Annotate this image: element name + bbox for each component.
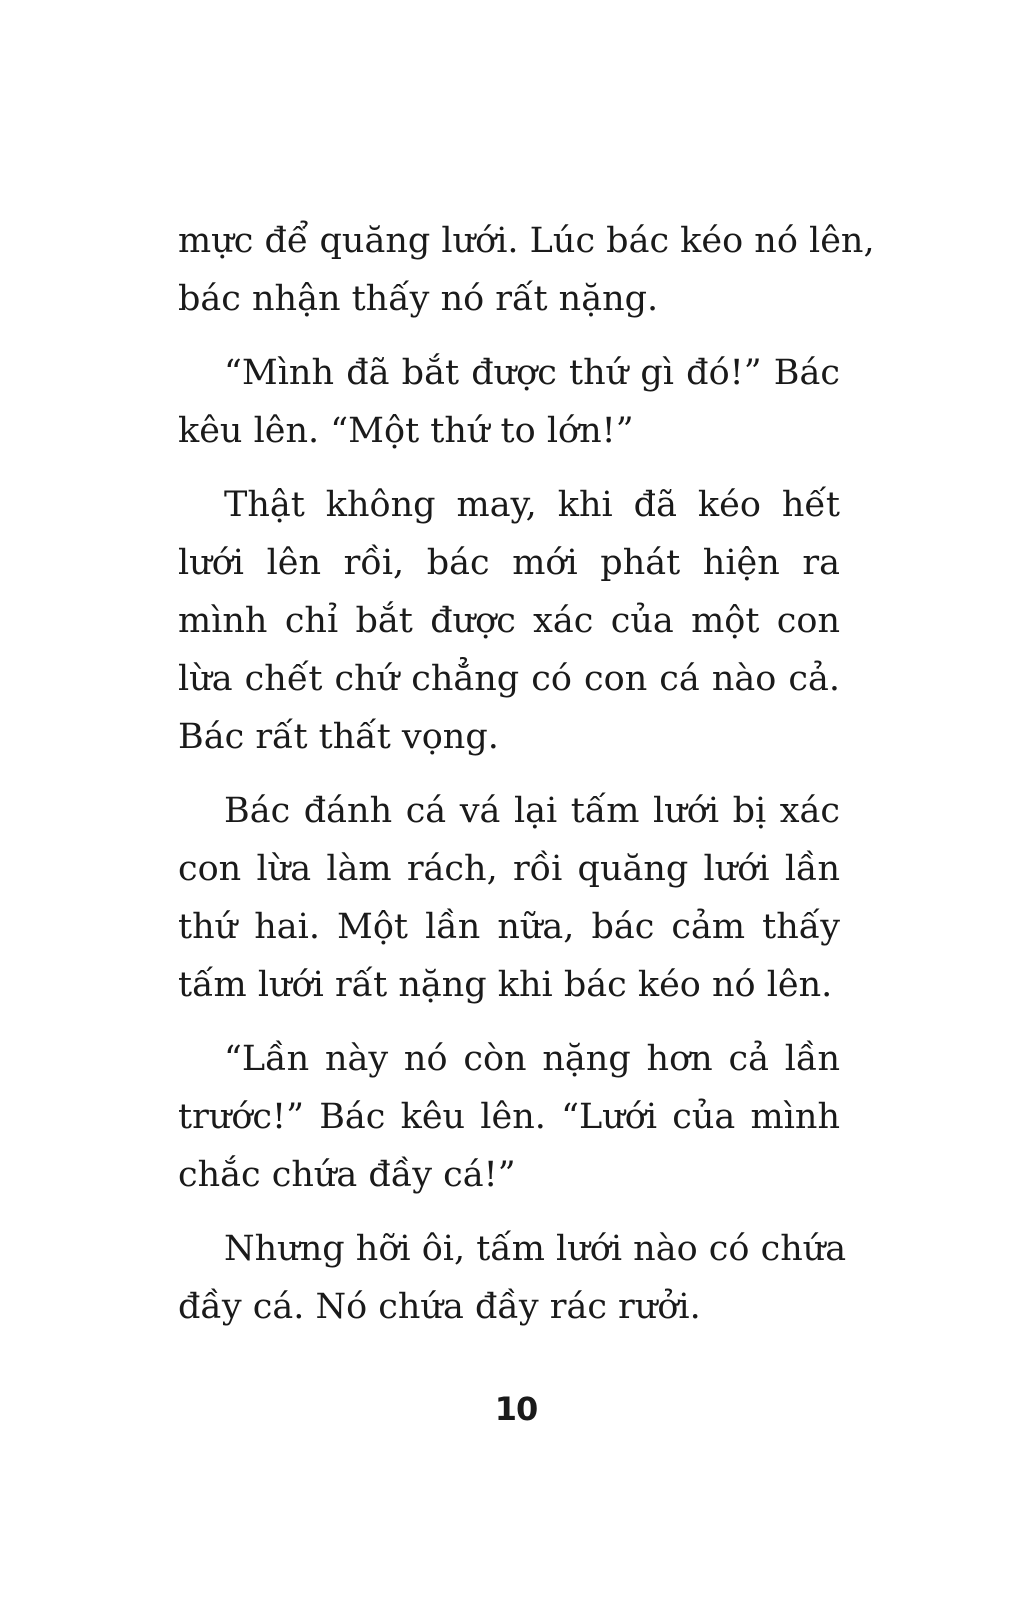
text-line: lừa chết chứ chẳng có con cá nào cả. [178, 659, 840, 699]
text-line: thứ hai. Một lần nữa, bác cảm thấy [178, 907, 840, 947]
paragraph [178, 344, 840, 460]
text-line: mực để quăng lưới. Lúc bác kéo nó lên, [178, 221, 875, 261]
paragraph [178, 782, 840, 1014]
text-line: mình chỉ bắt được xác của một con [178, 601, 840, 641]
paragraph [178, 212, 875, 328]
paragraph [178, 476, 840, 766]
text-line: Nhưng hỡi ôi, tấm lưới nào có chứa [224, 1229, 847, 1269]
text-line: lưới lên rồi, bác mới phát hiện ra [178, 543, 840, 583]
text-line: trước!” Bác kêu lên. “Lưới của mình [178, 1097, 840, 1137]
page-number: 10 [494, 1390, 538, 1428]
text-line: đầy cá. Nó chứa đầy rác rưởi. [178, 1287, 701, 1327]
paragraph [178, 1220, 847, 1336]
paragraph [178, 1030, 840, 1204]
text-line: Bác đánh cá vá lại tấm lưới bị xác [224, 791, 840, 831]
text-line: Thật không may, khi đã kéo hết [224, 485, 840, 525]
body-text [178, 212, 875, 1352]
text-line: “Mình đã bắt được thứ gì đó!” Bác [224, 353, 840, 393]
text-line: con lừa làm rách, rồi quăng lưới lần [178, 849, 840, 889]
text-line: bác nhận thấy nó rất nặng. [178, 279, 659, 319]
text-line: kêu lên. “Một thứ to lớn!” [178, 411, 634, 451]
text-line: chắc chứa đầy cá!” [178, 1155, 516, 1195]
text-line: “Lần này nó còn nặng hơn cả lần [224, 1039, 840, 1079]
text-line: tấm lưới rất nặng khi bác kéo nó lên. [178, 965, 833, 1005]
text-line: Bác rất thất vọng. [178, 717, 499, 757]
